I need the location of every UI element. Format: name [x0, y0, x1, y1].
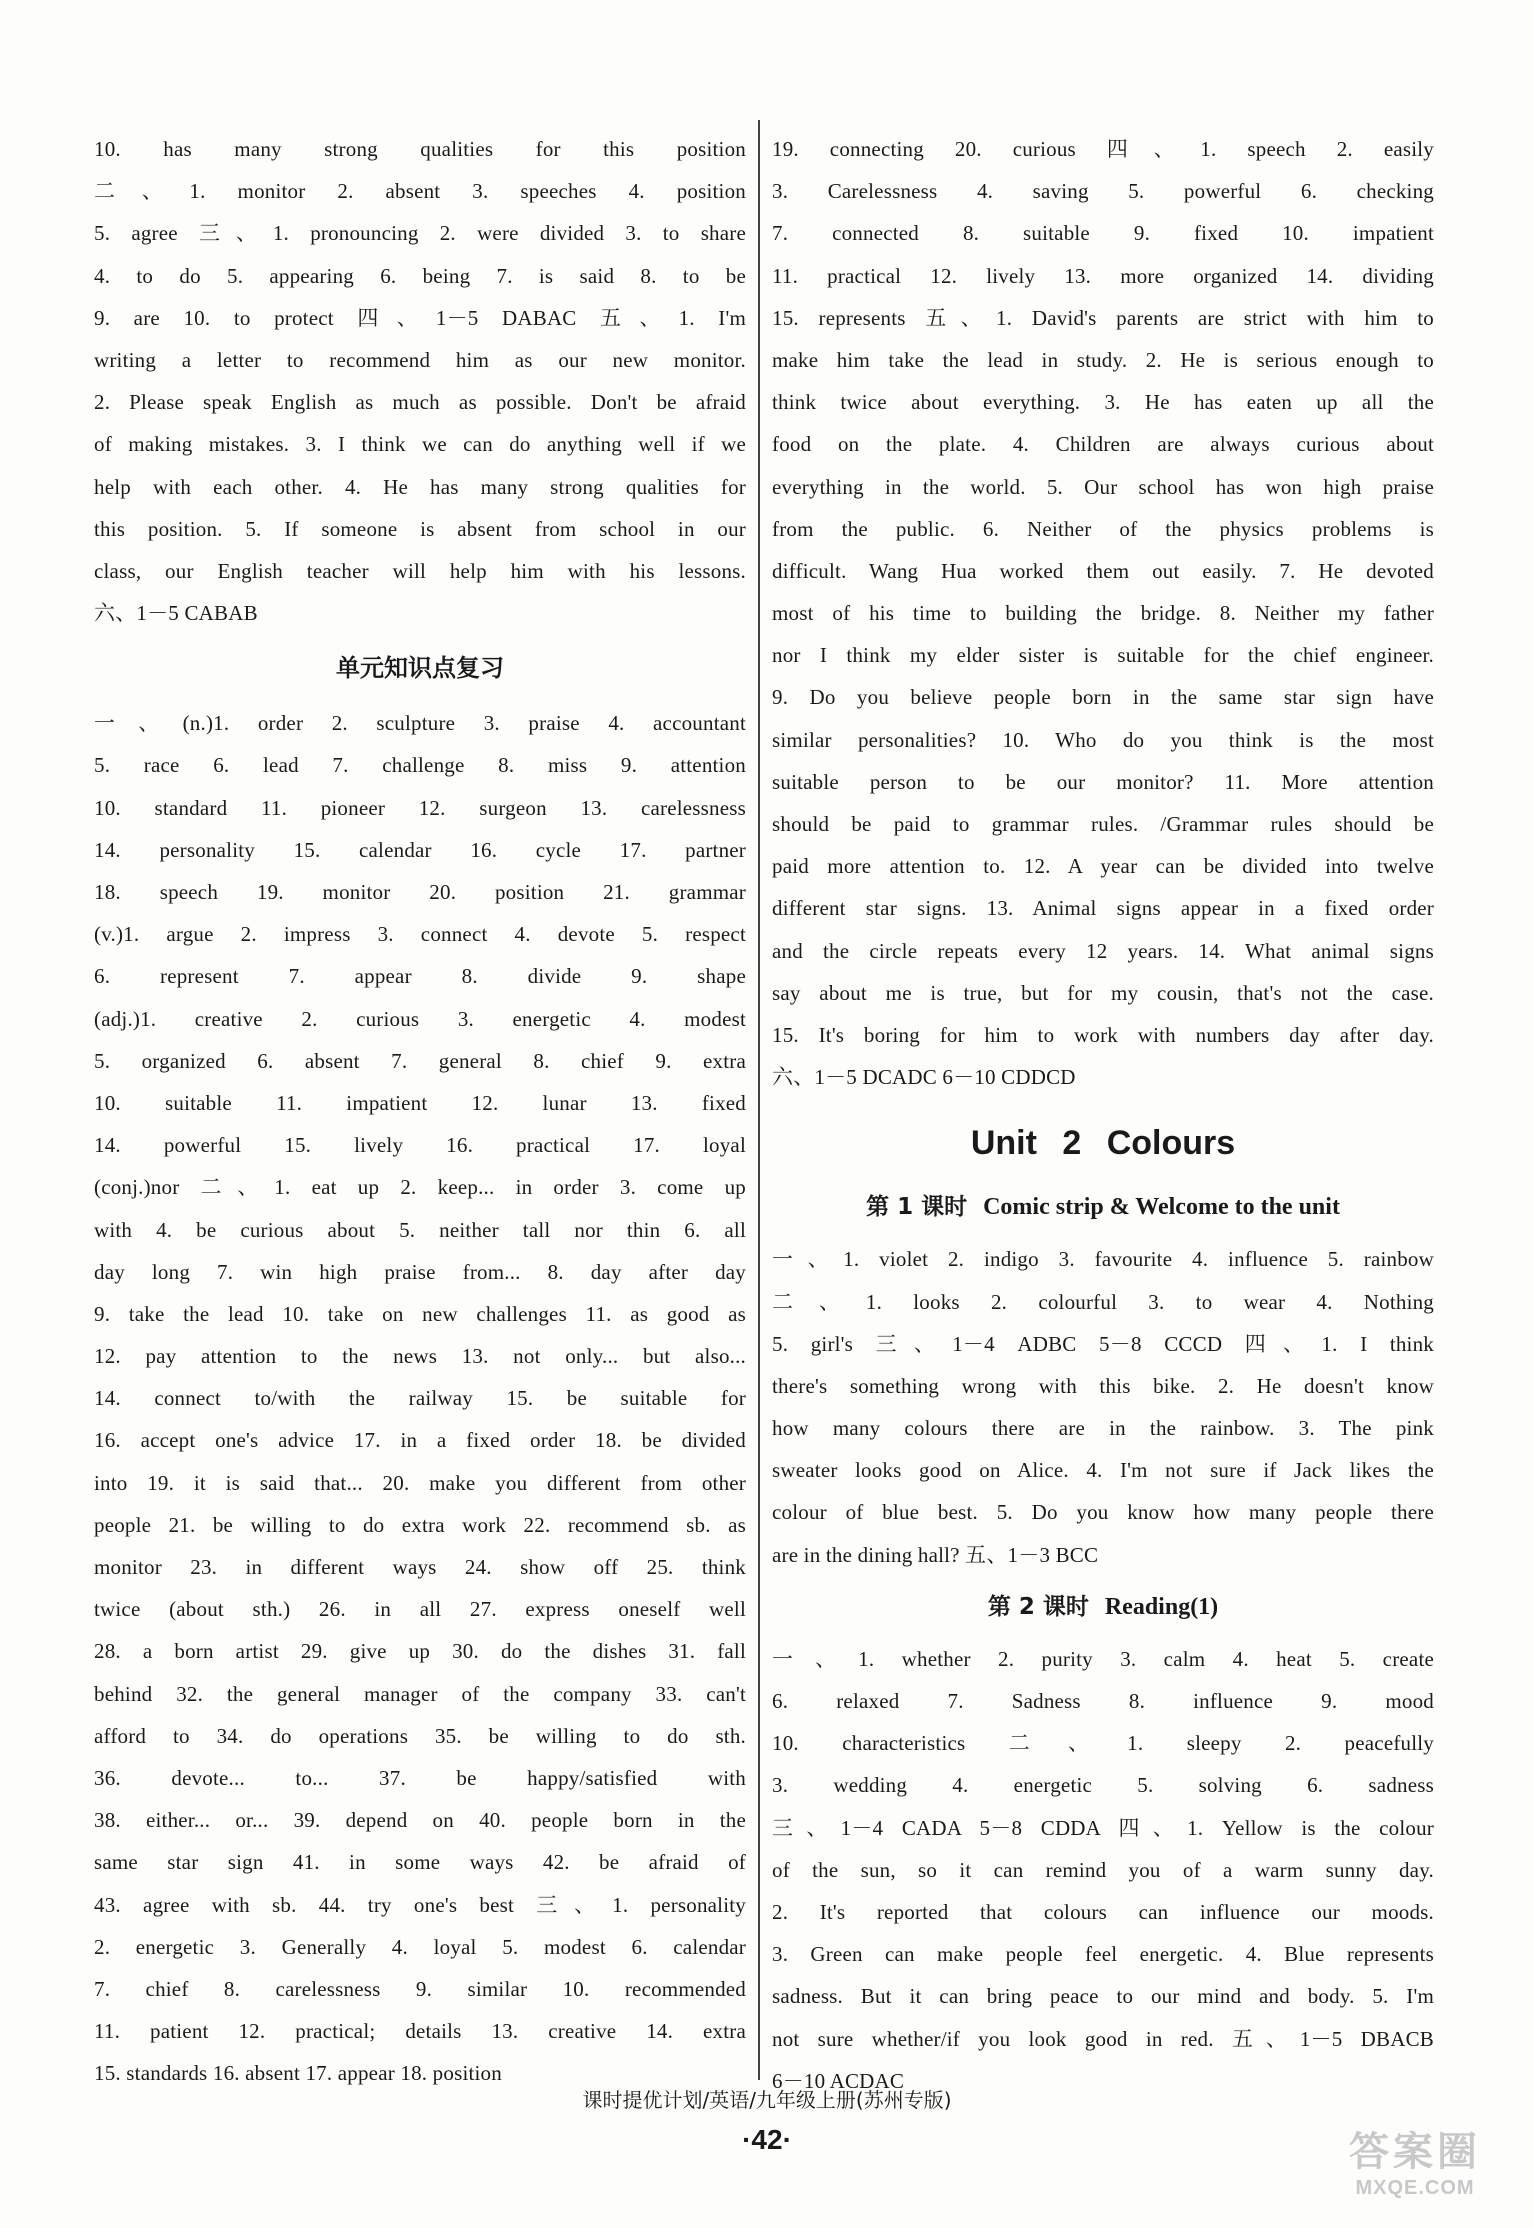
answer-line: 2. energetic 3. Generally 4. loyal 5. modest 6. calendar [94, 1934, 746, 1959]
unit-title: Unit 2 Colours [970, 1124, 1236, 1163]
lesson-2-heading [772, 1576, 1434, 1638]
answer-line: should be paid to grammar rules. /Grammar rules should be [772, 812, 1434, 836]
answer-line: 六、1－5 DCADC 6－10 CDDCD [772, 1065, 1076, 1090]
answer-line: 14. personality 15. calendar 16. cycle 17. partner [94, 837, 746, 862]
answer-line: same star sign 41. in some ways 42. be afraid of [94, 1850, 746, 1875]
answer-line: 16. accept one's advice 17. in a fixed order 18. be divided [94, 1428, 746, 1453]
answer-line: 18. speech 19. monitor 20. position 21. grammar [94, 880, 746, 904]
answer-line: writing a letter to recommend him as our new monitor. [94, 347, 746, 372]
answer-line: 10. standard 11. pioneer 12. surgeon 13. carelessness [94, 795, 746, 820]
answer-line: everything in the world. 5. Our school has won high praise [772, 474, 1434, 499]
answer-line: 5. race 6. lead 7. challenge 8. miss 9. attention [94, 753, 746, 778]
answer-line: suitable person to be our monitor? 11. More attention [772, 769, 1434, 794]
answer-line: 2. It's reported that colours can influence our moods. [772, 1899, 1434, 1924]
answer-line: 43. agree with sb. 44. try one's best 三、1. personality [94, 1892, 746, 1917]
answer-line: monitor 23. in different ways 24. show off 25. think [94, 1555, 746, 1579]
answer-line: afford to 34. do operations 35. be willing to do sth. [94, 1723, 746, 1748]
answer-line: (adj.)1. creative 2. curious 3. energetic 4. modest [94, 1006, 746, 1031]
answer-line: 二、1. monitor 2. absent 3. speeches 4. position [94, 179, 746, 204]
answer-line: there's something wrong with this bike. 2. He doesn't know [772, 1373, 1434, 1398]
answer-line: most of his time to building the bridge. 8. Neither my father [772, 601, 1434, 626]
answer-line: this position. 5. If someone is absent from school in our [94, 516, 746, 541]
answer-line: from the public. 6. Neither of the physics problems is [772, 516, 1434, 541]
answer-line: 15. It's boring for him to work with numbers day after day. [772, 1022, 1434, 1047]
answer-line: 3. Green can make people feel energetic. 4. Blue represents [772, 1942, 1434, 1967]
right-column [772, 128, 1434, 2102]
answer-line: 9. Do you believe people born in the same star sign have [772, 685, 1434, 710]
answer-line: difficult. Wang Hua worked them out easily. 7. He devoted [772, 558, 1434, 583]
answer-line: 10. characteristics 二、1. sleepy 2. peacefully [772, 1731, 1434, 1756]
answer-line: sadness. But it can bring peace to our mind and body. 5. I'm [772, 1984, 1434, 2009]
lesson-1-number: 第 1 课时 [866, 1194, 968, 1221]
book-title-footer: 课时提优计划/英语/九年级上册(苏州专版) [582, 2088, 952, 2112]
answer-line: (conj.)nor 二、1. eat up 2. keep... in order 3. come up [94, 1175, 746, 1200]
answer-line: 一、1. violet 2. indigo 3. favourite 4. influence 5. rainbow [772, 1247, 1434, 1272]
lesson-1-name: Comic strip & Welcome to the unit [983, 1194, 1340, 1221]
answer-line: make him take the lead in study. 2. He is serious enough to [772, 347, 1434, 372]
answer-line: 36. devote... to... 37. be happy/satisfied with [94, 1765, 746, 1790]
answer-line: 7. chief 8. carelessness 9. similar 10. recommended [94, 1976, 746, 2001]
answer-line: colour of blue best. 5. Do you know how many people there [772, 1500, 1434, 1525]
answer-line: different star signs. 13. Animal signs appear in a fixed order [772, 896, 1434, 921]
answer-line: 4. to do 5. appearing 6. being 7. is said 8. to be [94, 263, 746, 288]
answer-line: behind 32. the general manager of the company 33. can't [94, 1681, 746, 1706]
right-answer-block-3 [772, 1638, 1434, 2102]
answer-line: of making mistakes. 3. I think we can do anything well if we [94, 432, 746, 457]
answer-line: 14. powerful 15. lively 16. practical 17. loyal [94, 1133, 746, 1158]
answer-line: 3. Carelessness 4. saving 5. powerful 6. checking [772, 179, 1434, 204]
answer-line: 19. connecting 20. curious 四、1. speech 2. easily [772, 137, 1434, 161]
lesson-2-number: 第 2 课时 [987, 1593, 1089, 1620]
answer-line: 9. are 10. to protect 四、1－5 DABAC 五、1. I'm [94, 305, 746, 330]
answer-line: 6－10 ACDAC [772, 2068, 905, 2093]
answer-line: 7. connected 8. suitable 9. fixed 10. impatient [772, 221, 1434, 246]
answer-line: 11. patient 12. practical; details 13. creative 14. extra [94, 2019, 746, 2044]
column-divider [758, 120, 760, 2080]
right-answer-block-2 [772, 1238, 1434, 1576]
answer-line: 一、(n.)1. order 2. sculpture 3. praise 4. accountant [94, 711, 746, 736]
left-answer-block-2 [94, 702, 746, 2094]
answer-line: 二、1. looks 2. colourful 3. to wear 4. Nothing [772, 1289, 1434, 1314]
answer-line: 28. a born artist 29. give up 30. do the dishes 31. fall [94, 1639, 746, 1664]
answer-line: 5. organized 6. absent 7. general 8. chief 9. extra [94, 1048, 746, 1073]
answer-line: how many colours there are in the rainbow. 3. The pink [772, 1416, 1434, 1441]
answer-line: say about me is true, but for my cousin, that's not the case. [772, 980, 1434, 1005]
answer-line: 12. pay attention to the news 13. not only... but also... [94, 1344, 746, 1369]
lesson-1-heading [772, 1176, 1434, 1238]
answer-line: 一、1. whether 2. purity 3. calm 4. heat 5. create [772, 1646, 1434, 1671]
answer-line: sweater looks good on Alice. 4. I'm not sure if Jack likes the [772, 1458, 1434, 1483]
answer-line: paid more attention to. 12. A year can be divided into twelve [772, 854, 1434, 879]
answer-line: 三、1－4 CADA 5－8 CDDA 四、1. Yellow is the colour [772, 1815, 1434, 1840]
answer-line: 2. Please speak English as much as possible. Don't be afraid [94, 390, 746, 415]
answer-line: help with each other. 4. He has many strong qualities for [94, 474, 746, 499]
answer-line: 15. standards 16. absent 17. appear 18. position [94, 2061, 502, 2086]
answer-line: are in the dining hall? 五、1－3 BCC [772, 1542, 1099, 1567]
answer-line: 38. either... or... 39. depend on 40. people born in the [94, 1808, 746, 1833]
answer-line: and the circle repeats every 12 years. 14. What animal signs [772, 938, 1434, 963]
answer-line: 6. represent 7. appear 8. divide 9. shape [94, 964, 746, 989]
answer-line: food on the plate. 4. Children are always curious about [772, 432, 1434, 457]
answer-line: people 21. be willing to do extra work 22. recommend sb. as [94, 1512, 746, 1537]
watermark-logo [1320, 2120, 1510, 2216]
right-answer-block-1 [772, 128, 1434, 1098]
answer-line: class, our English teacher will help him with his lessons. [94, 558, 746, 583]
answer-line: of the sun, so it can remind you of a warm sunny day. [772, 1857, 1434, 1882]
answer-line: 10. suitable 11. impatient 12. lunar 13. fixed [94, 1090, 746, 1115]
left-column [94, 128, 746, 2094]
answer-line: 10. has many strong qualities for this position [94, 137, 746, 161]
answer-line: with 4. be curious about 5. neither tall nor thin 6. all [94, 1217, 746, 1242]
answer-line: (v.)1. argue 2. impress 3. connect 4. devote 5. respect [94, 922, 746, 947]
answer-line: 9. take the lead 10. take on new challenges 11. as good as [94, 1301, 746, 1326]
answer-line: think twice about everything. 3. He has eaten up all the [772, 390, 1434, 415]
answer-line: 六、1－5 CABAB [94, 601, 258, 626]
answer-line: 5. girl's 三、1－4 ADBC 5－8 CCCD 四、1. I think [772, 1331, 1434, 1356]
left-answer-block-1 [94, 128, 746, 634]
answer-line: nor I think my elder sister is suitable for the chief engineer. [772, 643, 1434, 668]
answer-line: not sure whether/if you look good in red. 五、1－5 DBACB [772, 2026, 1434, 2051]
answer-line: twice (about sth.) 26. in all 27. express oneself well [94, 1597, 746, 1622]
answer-line: 5. agree 三、1. pronouncing 2. were divided 3. to share [94, 221, 746, 246]
answer-line: 15. represents 五、1. David's parents are strict with him to [772, 305, 1434, 330]
answer-line: similar personalities? 10. Who do you think is the most [772, 727, 1434, 752]
page-number: ·42· [742, 2124, 792, 2155]
unit-review-title: 单元知识点复习 [336, 654, 504, 683]
answer-line: 14. connect to/with the railway 15. be suitable for [94, 1386, 746, 1411]
answer-line: 3. wedding 4. energetic 5. solving 6. sadness [772, 1773, 1434, 1798]
lesson-2-name: Reading(1) [1104, 1593, 1219, 1620]
watermark-url: MXQE.COM [1355, 2177, 1475, 2199]
answer-line: day long 7. win high praise from... 8. day after day [94, 1259, 746, 1284]
answer-line: into 19. it is said that... 20. make you different from other [94, 1470, 746, 1495]
answer-line: 6. relaxed 7. Sadness 8. influence 9. mood [772, 1689, 1434, 1713]
answer-line: 11. practical 12. lively 13. more organized 14. dividing [772, 263, 1434, 288]
watermark-logo-text: 答案圈 [1349, 2130, 1481, 2174]
